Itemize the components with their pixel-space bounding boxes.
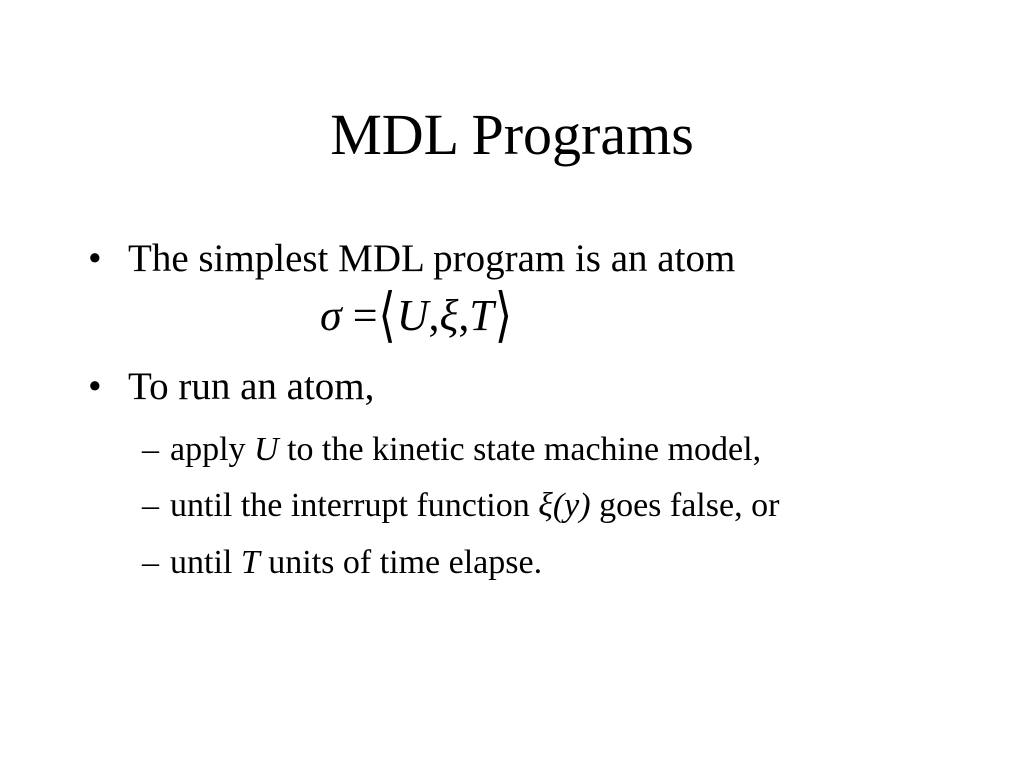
formula-open-angle: ⟨: [378, 282, 396, 349]
sub-bullet-text-before: apply: [170, 431, 255, 468]
sub-bullet-marker: –: [142, 431, 159, 468]
bullet-marker: •: [88, 365, 102, 408]
formula-xi: ξ: [439, 291, 459, 340]
sub-bullet-emphasis: T: [240, 544, 260, 581]
sub-bullet-emphasis: ξ(y): [538, 487, 591, 524]
formula-sigma: σ: [320, 291, 342, 340]
formula-equals: =: [352, 291, 378, 340]
bullet-text: The simplest MDL program is an atom: [128, 237, 736, 280]
bullet-text: To run an atom,: [128, 365, 375, 408]
sub-bullet-text-after: to the kinetic state machine model,: [278, 431, 762, 468]
sub-bullet-emphasis: U: [254, 431, 279, 468]
bullet-marker: •: [88, 237, 102, 280]
bullet-item-run: [88, 364, 374, 410]
sub-bullet-text-before: until: [170, 544, 241, 581]
atom-formula: [320, 282, 513, 349]
sub-bullet-text-after: goes false, or: [590, 487, 780, 524]
slide-title: MDL Programs: [330, 102, 694, 167]
sub-bullet-marker: –: [142, 487, 159, 524]
formula-U: U: [396, 291, 429, 340]
sub-bullet-time: [142, 543, 542, 583]
sub-bullet-interrupt: [142, 486, 779, 526]
sub-bullet-apply: [142, 430, 761, 470]
formula-T: T: [469, 291, 494, 340]
formula-comma-1: ,: [428, 291, 440, 340]
formula-comma-2: ,: [458, 291, 470, 340]
bullet-item-atom: [88, 236, 735, 282]
sub-bullet-text-after: units of time elapse.: [259, 544, 543, 581]
sub-bullet-marker: –: [142, 544, 159, 581]
formula-close-angle: ⟩: [494, 282, 512, 349]
sub-bullet-text-before: until the interrupt function: [170, 487, 539, 524]
